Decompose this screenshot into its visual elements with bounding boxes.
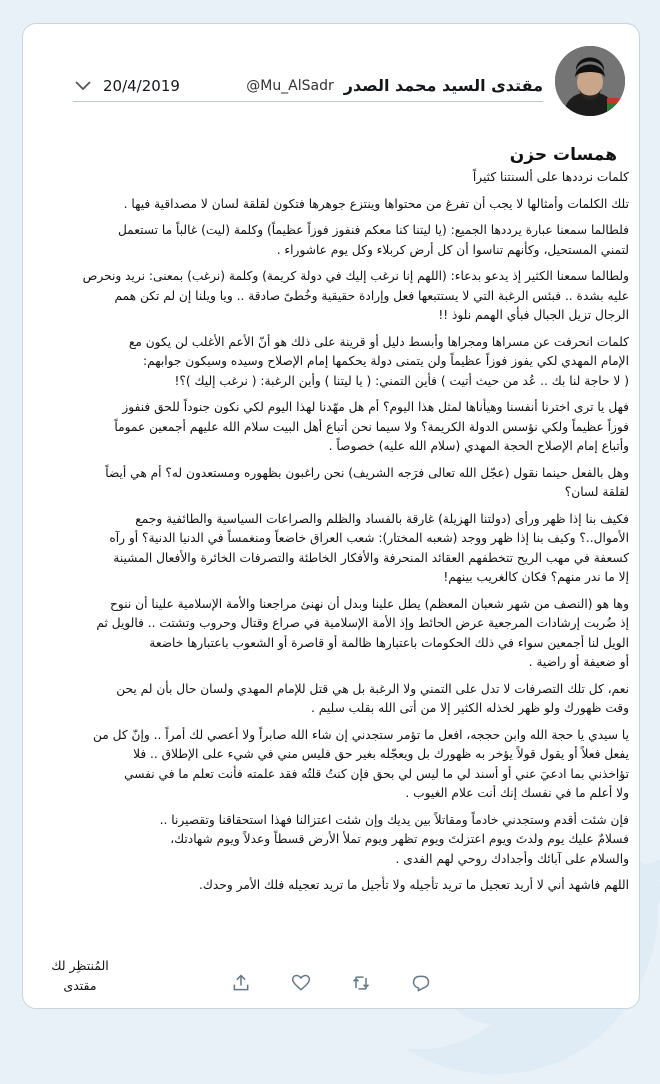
chevron-down-icon[interactable] <box>73 78 93 94</box>
user-handle[interactable]: @Mu_AlSadr <box>246 77 334 94</box>
tweet-line: إلا ما ندر منهم؟ فكان كالغريب بينهم! <box>443 570 629 584</box>
tweet-paragraph <box>33 464 629 503</box>
author-row <box>73 76 543 102</box>
tweet-line: لقلقة لسان؟ <box>564 485 629 499</box>
tweet-footer <box>23 948 639 1008</box>
tweet-paragraph <box>33 267 629 326</box>
retweet-icon <box>351 973 371 993</box>
tweet-line: الرجال تزيل الجبال فبأي الهمم نلوذ !! <box>438 308 629 322</box>
tweet-paragraph <box>33 811 629 870</box>
tweet-line: وأتباع إمام الإصلاح الحجة المهدي (سلام الله عليه) خصوصاً . <box>328 439 629 453</box>
tweet-line: فكيف بنا إذا ظهر ورأى (دولتنا الهزيلة) غارقة بالفساد والظلم والصراعات السياسية والطائفية وجمع <box>135 511 629 526</box>
share-button[interactable] <box>228 972 254 994</box>
tweet-line: يفعل فعلاً أو يقول قولاً يؤخر به ظهورك بل ويعجّله بغير حق فليس مني في شيء على الإطلاق .. فلا <box>133 747 629 761</box>
tweet-paragraph <box>33 333 629 392</box>
like-button[interactable] <box>288 972 314 994</box>
tweet-line: تلك الكلمات وأمثالها لا يجب أن تفرغ من محتواها وينتزع جوهرها فتكون لقلقة لسان لا مصداقية فيها . <box>123 196 629 211</box>
avatar[interactable] <box>555 46 625 116</box>
signature-line1: المُنتظِر لك <box>51 958 109 973</box>
avatar-image <box>555 46 625 116</box>
tweet-actions <box>228 972 434 994</box>
tweet-line: لتمني المستحيل، وكأنهم تناسوا أن كل أرض كربلاء وكل يوم عاشوراء . <box>276 242 629 257</box>
tweet-line: وقت ظهورك ولو ظهر لخذله الكثير إلا من أتى الله بقلب سليم . <box>311 701 629 715</box>
tweet-line: كلمات نرددها على ألسنتنا كثيراً <box>472 170 629 184</box>
tweet-paragraph <box>33 726 629 804</box>
tweet-card <box>22 23 640 1009</box>
tweet-paragraph <box>33 510 629 588</box>
tweet-line: فوزاً عظيماً ولكي نؤسس الدولة الكريمة؟ ولا سيما نحن أتباع أهل البيت سلام الله عليهم أجمعين عموماً <box>114 419 629 434</box>
tweet-date[interactable]: 20/4/2019 <box>103 76 180 95</box>
share-icon <box>231 973 251 993</box>
tweet-line: كسعفة في مهب الريح تتخطفهم العقائد المنحرفة والأفكار الخاطئة والتصرفات الخائرة والأفعال المشينة <box>113 550 629 565</box>
tweet-paragraph <box>33 195 629 215</box>
tweet-line: ولا أعلم ما في نفسك إنك أنت علام الغيوب . <box>405 786 629 800</box>
retweet-button[interactable] <box>348 972 374 994</box>
tweet-line: فلطالما سمعنا عبارة يرددها الجميع: (يا ليتنا كنا معكم فنفوز فوزاً عظيماً) وكلمة (ليت) غالباً ما تستعمل <box>117 223 629 237</box>
tweet-line: وهل بالفعل حينما نقول (عجّل الله تعالى فرَجه الشريف) نحن راغبون بظهوره ومستعدون له؟ أم هي أيضاً <box>105 465 629 480</box>
tweet-line: الأموال..؟ وكيف بنا إذا ظهر ووجد (شعبه المختار): شعب العراق خاضعاً ومنغمساً في الدنيا الدنية؟ أو رآه <box>109 531 629 545</box>
like-icon <box>291 973 311 993</box>
tweet-line: ( لا حاجة لنا بك .. عُد من حيث أتيت ) فأين التمني: ( يا ليتنا ) وأين الرغبة: ( نرغب إليك )؟! <box>174 373 629 388</box>
tweet-line: نعم، كل تلك التصرفات لا تدل على التمني ولا الرغبة بل هي قتل للإمام المهدي ولسان حال بأن لم يحن <box>116 681 629 696</box>
tweet-title: همسات حزن <box>509 145 617 165</box>
tweet-line: يا سيدي يا حجة الله وابن حججه، افعل ما تؤمر ستجدني إن شاء الله صابراً ولا أعصي لك أمراً .. وإنّ كل من <box>92 727 629 742</box>
signature-line2: مقتدى <box>63 978 97 993</box>
tweet-line: عليه بشدة .. فبئس الرغبة التي لا يستتبعها فعل وإرادة حقيقية وخُطىً صادقة .. ويا ويلنا إن لم تكن همم <box>114 288 629 303</box>
tweet-header <box>23 24 639 139</box>
signature <box>45 956 115 996</box>
tweet-line: فهل يا ترى اخترنا أنفسنا وهيأناها لمثل هذا اليوم؟ أم هل مهّدنا لهذا اليوم لكي نكون جنوداً للحق فنفوز <box>122 400 629 414</box>
tweet-line: فإن شئت أقدم وستجدني خادماً ومقاتلاً بين يديك وإن شئت اعتزالنا فهذا استحقاقنا وتقصيرنا .. <box>159 812 629 827</box>
tweet-line: تؤاخذني بما ادعيَ عني أو أسند لي ما ليس لي بحق فإن كنتُ قلتُه فقد علمته فأنت تعلم ما في نفسي <box>124 766 629 781</box>
tweet-paragraph <box>33 876 629 896</box>
tweet-paragraph <box>33 168 629 188</box>
tweet-line: الويل لنا أجمعين سواء في ذلك الحكومات باعتبارها ظالمة أو قاصرة أو الشعوب باعتبارها خاضعة <box>149 635 629 650</box>
tweet-line: اللهم فاشهد أني لا أريد تعجيل ما تريد تأجيله ولا تأجيل ما تريد تعجيله فلك الأمر وحدك. <box>198 878 629 892</box>
reply-icon <box>411 973 431 993</box>
tweet-paragraph <box>33 595 629 673</box>
tweet-line: وها هو (النصف من شهر شعبان المعظم) يطل علينا وبدل أن نهنئ مراجعنا والأمة الإسلامية علينا أن ننوح <box>110 596 629 611</box>
tweet-paragraph <box>33 221 629 260</box>
tweet-line: إذ ضُربت إرشادات المرجعية عرض الحائط وإذ الأمة الإسلامية في صراع وقتال وحروب وتشتت .. فالويل ثم <box>96 616 629 630</box>
tweet-line: والسلام على آبائك وأجدادك روحي لهم الفدى . <box>395 851 629 866</box>
tweet-line: الإمام المهدي لكي يفوز فوزاً عظيماً ولن يتمنى دولة يحكمها إمام الإصلاح وسيده وسيكون جوابهم: <box>142 354 629 368</box>
display-name[interactable]: مقتدى السيد محمد الصدر <box>343 76 543 95</box>
tweet-body <box>33 142 629 903</box>
tweet-paragraph <box>33 398 629 457</box>
tweet-paragraphs <box>33 168 629 896</box>
tweet-line: كلمات انحرفت عن مسراها ومجراها وأبسط دليل أو قرينة على ذلك هو أنّ الأعم الأغلب لن يكون مع <box>128 334 629 349</box>
tweet-line: أو ضعيفة أو راضية . <box>528 655 629 669</box>
tweet-line: ولطالما سمعنا الكثير إذ يدعو بدعاء: (اللهم إنا نرغب إليك في دولة كريمة) وكلمة (نرغب) بمعنى: نريد ونحرص <box>82 269 629 283</box>
reply-button[interactable] <box>408 972 434 994</box>
tweet-paragraph <box>33 680 629 719</box>
tweet-line: فسلامٌ عليك يوم ولدتَ ويوم اعتزلتَ ويوم تظهر ويوم تملأ الأرض قسطاً وعدلاً ويوم شهادتك، <box>170 832 629 846</box>
